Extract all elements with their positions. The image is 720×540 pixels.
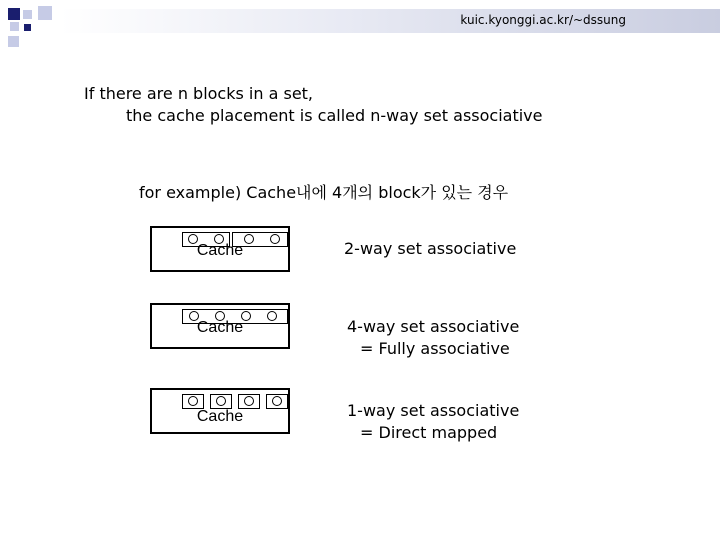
block-circle: [216, 396, 226, 406]
cache-set: [238, 394, 260, 409]
intro-line-1: If there are n blocks in a set,: [84, 84, 314, 103]
cache-diagram-1way: [150, 388, 290, 434]
cache-set: [210, 394, 232, 409]
case-description-1way: [347, 400, 519, 444]
square-light: [10, 22, 19, 31]
desc-line: = Direct mapped: [360, 423, 498, 442]
header-url: kuic.kyonggi.ac.kr/~dssung: [460, 13, 626, 27]
example-heading: for example) Cache내에 4개의 block가 있는 경우: [139, 183, 509, 202]
square-light: [23, 10, 32, 19]
desc-line: 2-way set associative: [344, 239, 517, 258]
block-circle: [188, 396, 198, 406]
block-circle: [272, 396, 282, 406]
case-description-2way: [344, 238, 516, 260]
square-dark: [8, 8, 20, 20]
intro-line-2: the cache placement is called n-way set associative: [126, 106, 543, 125]
square-dark: [24, 24, 31, 31]
cache-set: [266, 394, 288, 409]
desc-line: = Fully associative: [360, 339, 510, 358]
cache-label: Cache: [196, 319, 244, 336]
block-circle: [244, 396, 254, 406]
desc-line: 1-way set associative: [347, 401, 520, 420]
square-light: [38, 6, 52, 20]
cache-diagram-2way: [150, 226, 290, 272]
desc-line: 4-way set associative: [347, 317, 520, 336]
cache-set: [182, 394, 204, 409]
cache-label: Cache: [196, 242, 244, 259]
case-description-4way: [347, 316, 519, 360]
cache-label: Cache: [196, 408, 244, 425]
cache-diagram-4way: [150, 303, 290, 349]
square-light: [8, 36, 19, 47]
